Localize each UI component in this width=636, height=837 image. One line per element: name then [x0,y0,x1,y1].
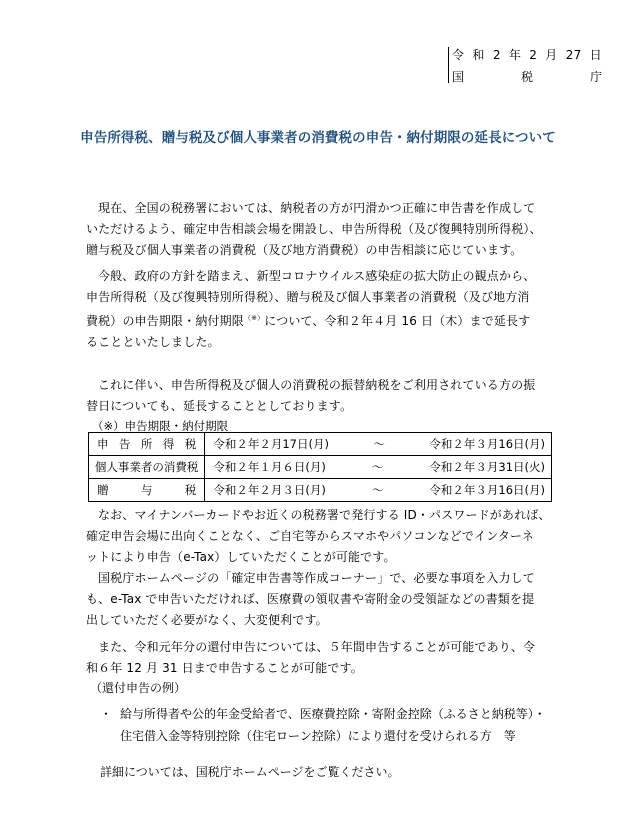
example-line [100,703,546,725]
date-char: 27 [565,48,582,62]
paragraph-homepage [86,568,586,631]
tax-kind-cell [89,479,205,502]
date-char: 2 [492,48,501,62]
period-cell [205,433,552,456]
period-to: 令和２年３月31日(火) [429,460,545,474]
text-fragment: について、令和２年４月 16 日（木）まで延長す [264,314,531,328]
text-line: 申告所得税（及び復興特別所得税）、贈与税及び個人事業者の消費税（及び地方消 [86,290,530,304]
period-from: 令和２年２月３日(月) [213,483,326,497]
period-cell [205,456,552,479]
period-tilde: ～ [371,460,384,474]
period-range [213,459,551,475]
footnote-marker: （※） [243,314,265,322]
period-from: 令和２年２月17日(月) [213,437,329,451]
bullet: ・ [100,707,113,721]
agency-char: 国 [452,70,465,84]
header-divider [448,47,449,83]
kind-char: 与 [140,483,153,497]
date-char: 月 [545,48,558,62]
spread-text [89,482,204,498]
period-range [213,436,551,452]
kind-char: 申 [97,437,109,451]
period-from: 令和２年１月６日(月) [213,460,326,474]
agency-char: 庁 [589,70,602,84]
table-row [89,479,552,502]
text-line: ることといたしました。 [86,335,220,349]
period-tilde: ～ [371,483,384,497]
period-cell [205,479,552,502]
text-line: なお、マイナンバーカードやお近くの税務署で発行する ID・パスワードがあれば、 [98,508,551,522]
text-line: これに伴い、申告所得税及び個人の消費税の振替納税をご利用されている方の振 [98,378,536,392]
date-char: 年 [508,48,522,62]
paragraph-refund [86,637,586,679]
document-header [452,44,602,88]
period-range [213,482,551,498]
paragraph-etax [86,505,586,568]
paragraph-transfer [86,375,586,417]
text-line: また、令和元年分の還付申告については、５年間申告することが可能であり、令 [98,640,536,654]
tax-kind-cell [89,433,205,456]
refund-example [100,703,546,747]
kind-char: 所 [140,437,153,451]
date-char: 和 [472,48,485,62]
text-line: 確定申告会場に出向くことなく、ご自宅等からスマホやパソコンなどでインターネ [86,529,534,543]
paragraph-extension [86,266,586,353]
kind-char: 告 [118,437,131,451]
details-note: 詳細については、国税庁ホームページをご覧ください。 [100,765,400,779]
text-line: いただけるよう、確定申告相談会場を開設し、申告所得税（及び復興特別所得税）、 [86,222,542,236]
deadline-note-label: （※）申告期限・納付期限 [92,419,229,433]
text-line [86,308,586,332]
example-text: 給与所得者や公的年金受給者で、医療費控除・寄附金控除（ふるさと納税等）・ [120,707,546,721]
document-title: 申告所得税、贈与税及び個人事業者の消費税の申告・納付期限の延長について [80,130,556,146]
period-to: 令和２年３月16日(月) [429,437,545,451]
deadline-table [88,432,552,502]
text-line: 出していただく必要がなく、大変便利です。 [86,613,328,627]
kind-char: 贈 [97,483,109,497]
table-row [89,456,552,479]
issuing-agency [452,66,602,88]
text-fragment: 費税）の申告期限・納付期限 [86,314,244,328]
tax-kind-cell: 個人事業者の消費税 [89,456,205,479]
date-char: 日 [589,48,602,62]
agency-char: 税 [520,70,533,84]
text-line: 替日についても、延長することとしております。 [86,399,353,413]
issue-date [452,44,602,66]
text-line: ットにより申告（e-Tax）していただくことが可能です。 [86,550,396,564]
date-char: 令 [452,48,465,62]
text-line: 現在、全国の税務署においては、納税者の方が円滑かつ正確に申告書を作成して [98,201,536,215]
text-line: 贈与税及び個人事業者の消費税（及び地方消費税）の申告相談に応じています。 [86,243,523,257]
kind-char: 税 [184,483,197,497]
text-line: も、e-Tax で申告いただければ、医療費の領収書や寄附金の受領証などの書類を提 [86,592,535,606]
kind-char: 税 [184,437,197,451]
kind-char: 得 [162,437,175,451]
period-to: 令和２年３月16日(月) [429,483,545,497]
example-line: 住宅借入金等特別控除（住宅ローン控除）により還付を受けられる方 等 [120,729,516,743]
paragraph-current-status [86,198,586,261]
text-line: 国税庁ホームページの「確定申告書等作成コーナー」で、必要な事項を入力して [98,571,535,585]
text-line: 和６年 12 月 31 日まで申告することが可能です。 [86,661,363,675]
table-row [89,433,552,456]
period-tilde: ～ [373,437,385,451]
refund-example-label: （還付申告の例） [90,681,187,695]
text-line: 今般、政府の方針を踏まえ、新型コロナウイルス感染症の拡大防止の観点から、 [98,269,536,283]
date-char: 2 [529,48,538,62]
spread-text [89,436,204,452]
